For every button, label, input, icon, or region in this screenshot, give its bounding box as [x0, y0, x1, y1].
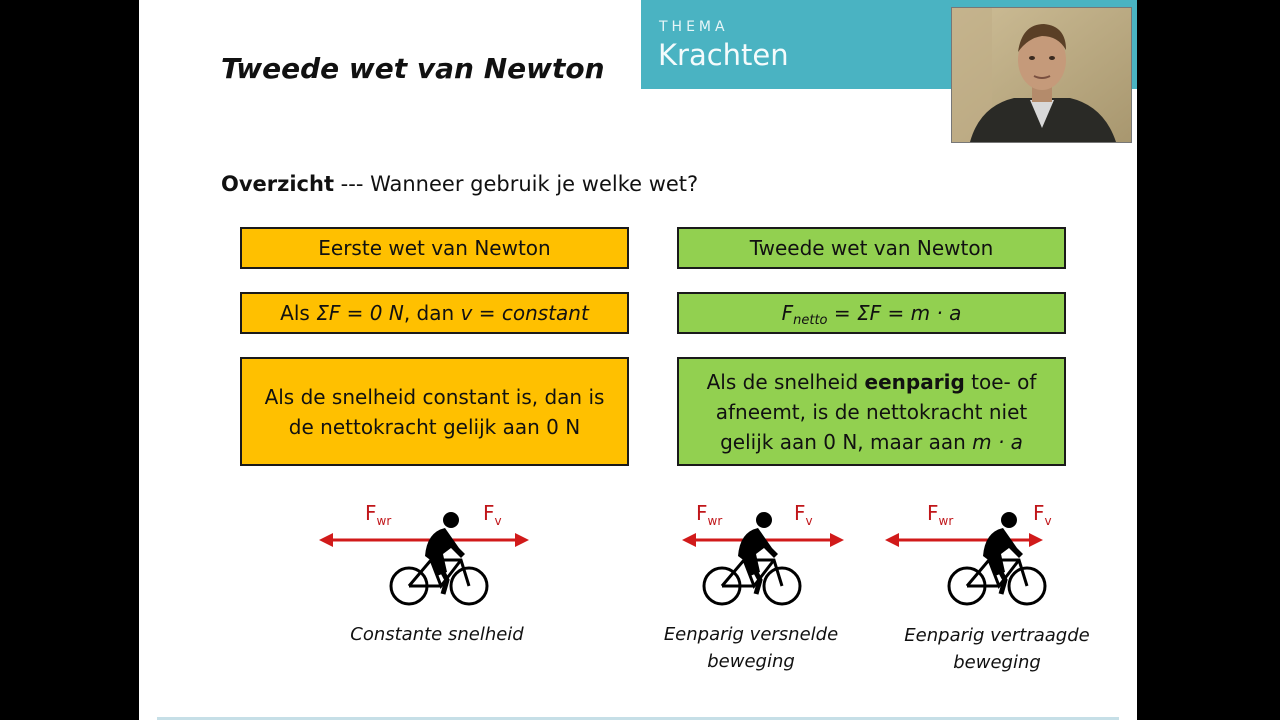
svg-text:Fwr: [696, 501, 722, 528]
label-fwr-3: F: [927, 501, 939, 525]
slide: [139, 0, 1137, 720]
first-law-formula-condition: ΣF = 0 N: [316, 301, 404, 325]
formula-rest: = ΣF = m · a: [827, 301, 962, 325]
label-fv-1-sub: v: [494, 514, 502, 528]
label-fv-2-sub: v: [805, 514, 813, 528]
caption-constant: Constante snelheid: [350, 624, 524, 645]
second-law-expl-italic: m · a: [972, 429, 1023, 454]
label-fwr-2-sub: wr: [707, 514, 723, 528]
cyclist-icon: [949, 512, 1045, 604]
label-fv-3-sub: v: [1044, 514, 1052, 528]
formula-sub-netto: netto: [793, 313, 828, 328]
diagram-constant: [315, 496, 535, 612]
overview-subtitle: [221, 172, 698, 196]
first-law-header: Eerste wet van Newton: [240, 227, 629, 269]
label-fv-3: F: [1033, 501, 1045, 525]
svg-text:Fv: [1033, 501, 1052, 528]
first-law-formula-result: v = constant: [460, 301, 589, 325]
label-fwr-3-sub: wr: [938, 514, 954, 528]
cyclist-icon: [391, 512, 487, 604]
diagram-decelerating: [881, 496, 1061, 612]
first-law-explanation: Als de snelheid constant is, dan is de nettokracht gelijk aan 0 N: [240, 357, 629, 466]
thema-label: THEMA: [659, 19, 729, 35]
label-fv-2: F: [794, 501, 806, 525]
second-law-explanation: [677, 357, 1066, 466]
second-law-header: Tweede wet van Newton: [677, 227, 1066, 269]
first-law-formula: [240, 292, 629, 334]
first-law-formula-mid: , dan: [403, 301, 461, 325]
slide-title: Tweede wet van Newton: [221, 52, 605, 85]
svg-text:Fv: [794, 501, 813, 528]
force-arrow-both: [885, 533, 1043, 547]
second-law-expl-part1: Als de snelheid: [706, 369, 865, 394]
label-fwr-1-sub: wr: [376, 514, 392, 528]
caption-accelerating: Eenparig versnelde beweging: [663, 624, 839, 672]
svg-text:Fwr: [927, 501, 953, 528]
diagram-accelerating: [678, 496, 848, 612]
subtitle-text: --- Wanneer gebruik je welke wet?: [334, 172, 699, 196]
subtitle-bold: Overzicht: [221, 172, 334, 196]
label-fwr-2: F: [696, 501, 708, 525]
svg-text:Fwr: [365, 501, 391, 528]
caption-decelerating: Eenparig vertraagde beweging: [904, 625, 1090, 673]
person-webcam-icon: [952, 8, 1131, 142]
thema-title: Krachten: [658, 38, 789, 72]
second-law-expl-part2: toe- of afneemt, is de nettokracht niet gelijk aan 0 N, maar aan: [715, 369, 1037, 454]
label-fv-1: F: [483, 501, 495, 525]
formula-f: F: [781, 301, 794, 325]
second-law-formula: [677, 292, 1066, 334]
webcam-overlay: [951, 7, 1132, 143]
first-law-formula-prefix: Als: [280, 301, 317, 325]
second-law-expl-bold: eenparig: [864, 369, 965, 394]
svg-text:Fv: [483, 501, 502, 528]
label-fwr-1: F: [365, 501, 377, 525]
force-arrow-both: [319, 533, 529, 547]
